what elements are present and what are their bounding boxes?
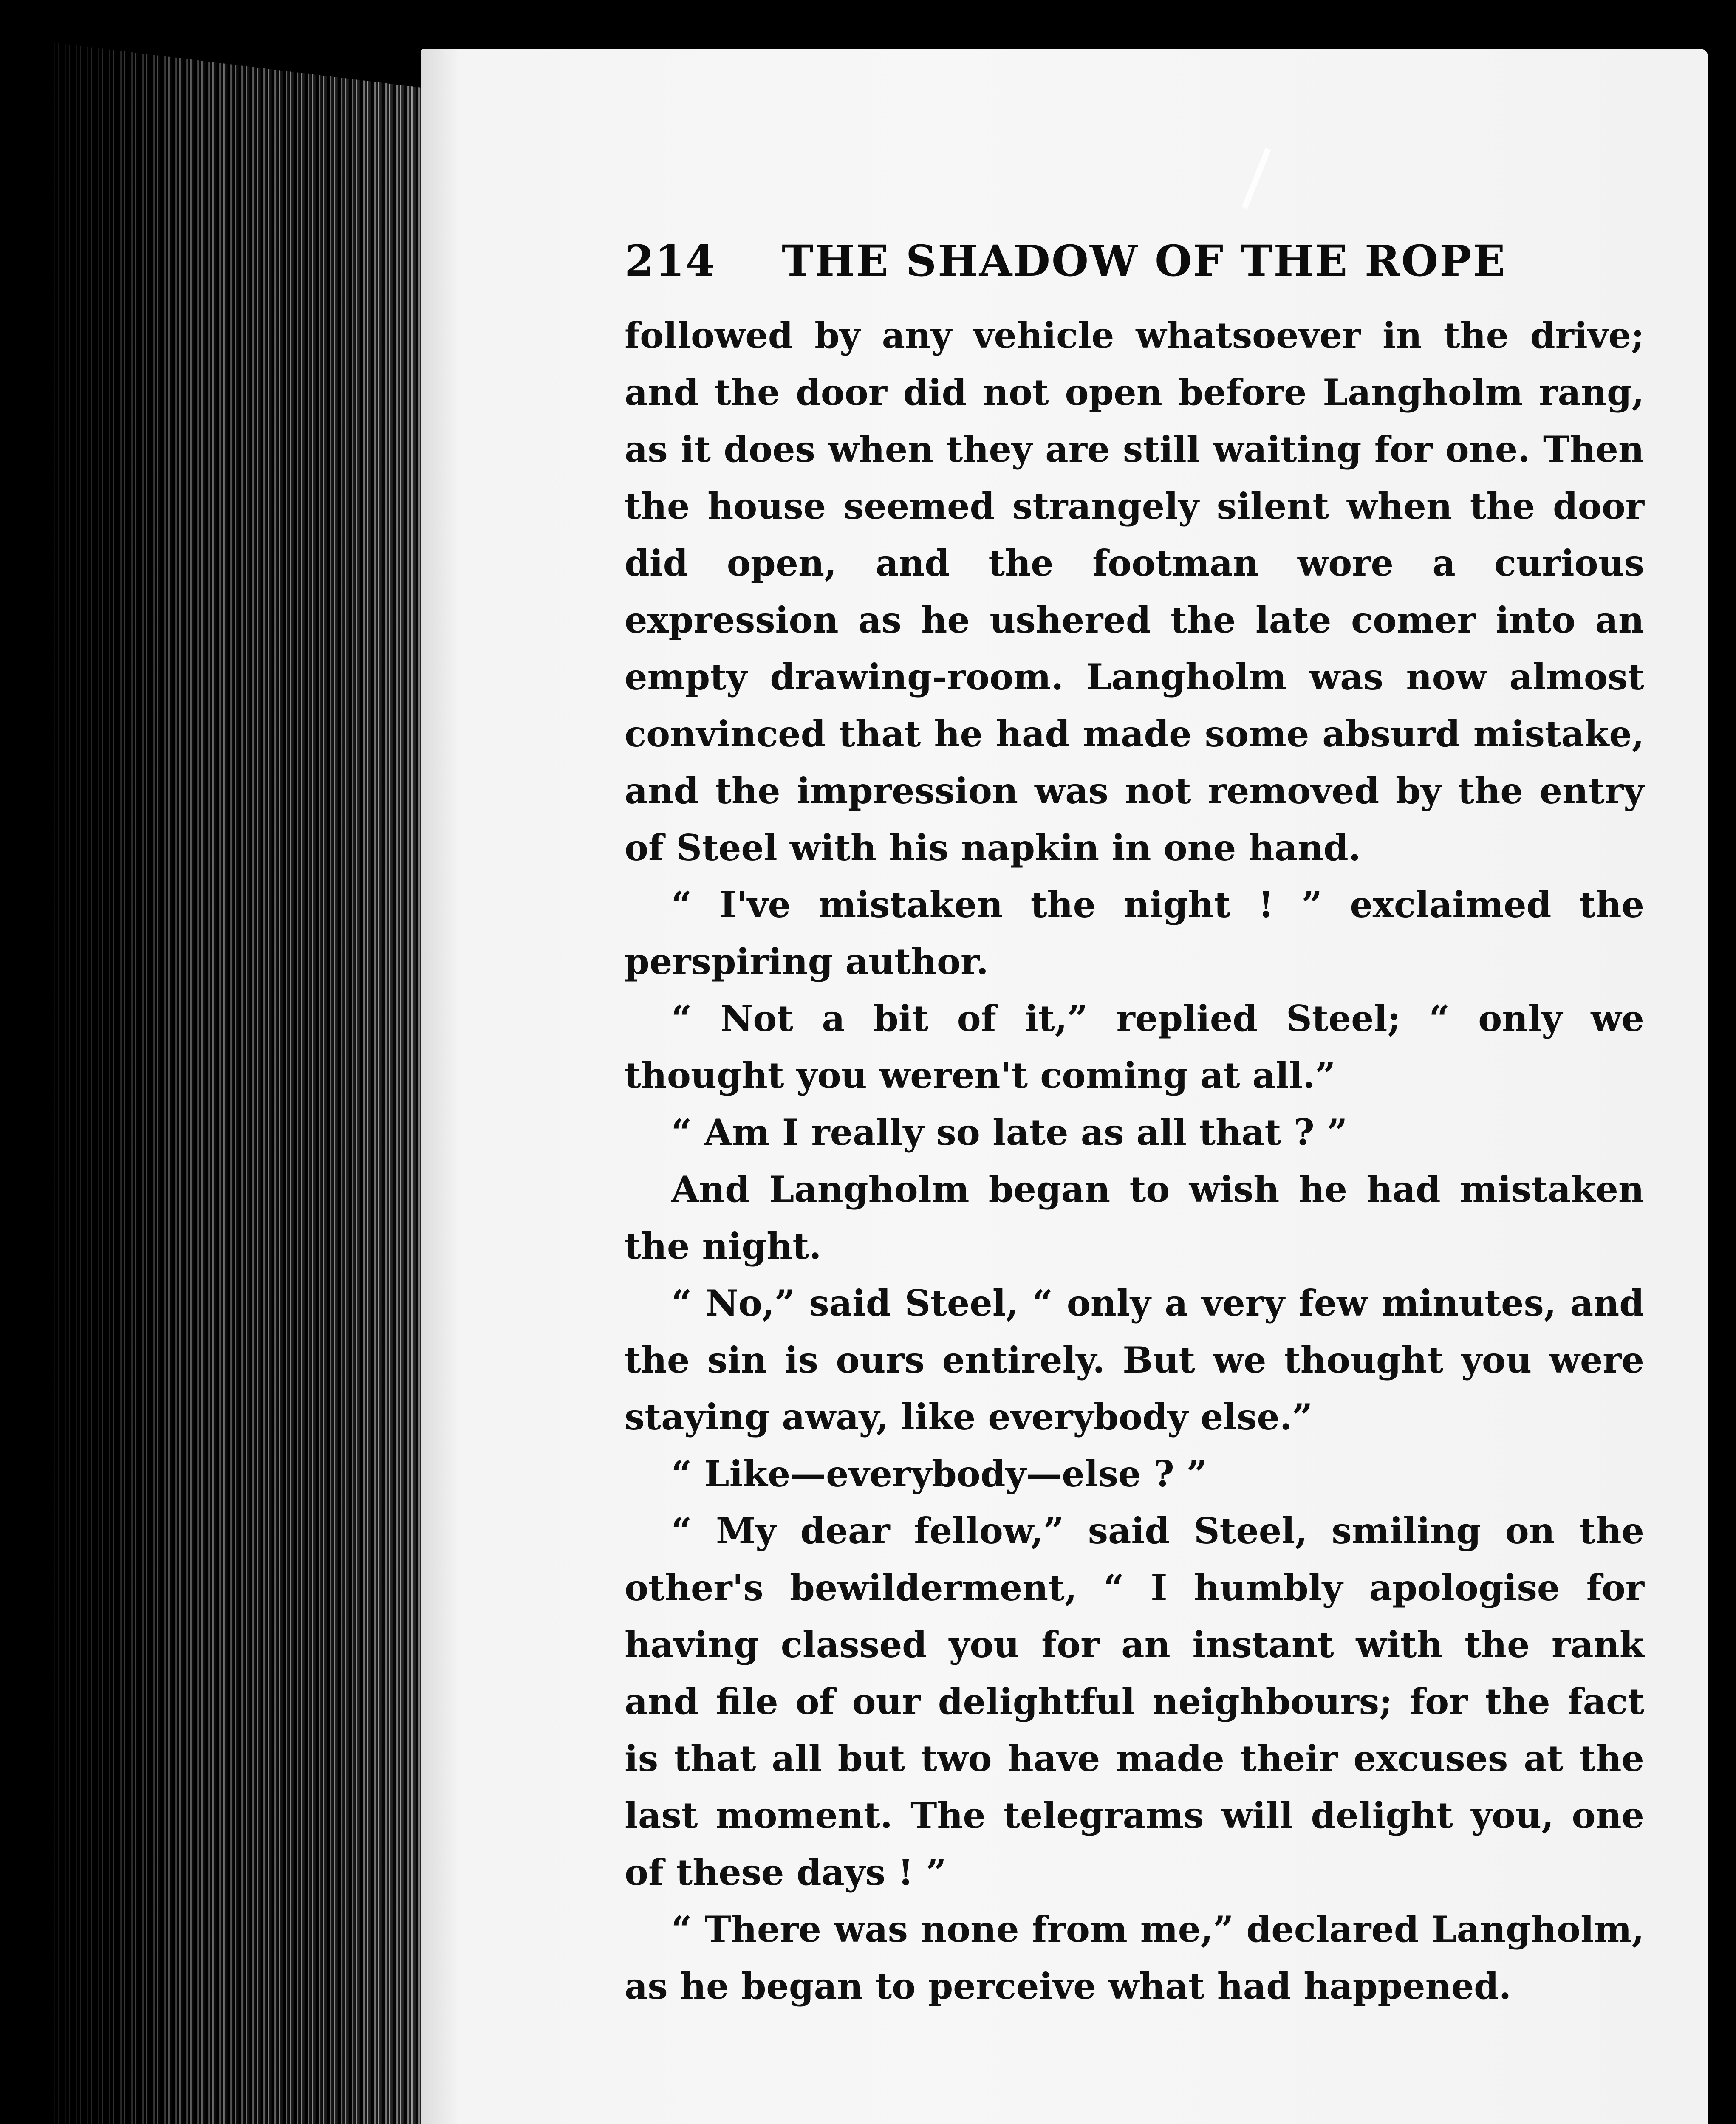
paragraph: “ There was none from me,” declared Langholm, as he began to perceive what had happened.	[625, 1908, 1644, 2007]
book-title: THE SHADOW OF THE ROPE	[782, 236, 1507, 286]
paragraph: “ Not a bit of it,” replied Steel; “ only we thought you weren't coming at all.”	[625, 997, 1644, 1096]
paragraph: “ My dear fellow,” said Steel, smiling on the other's bewilderment, “ I humbly apologise for having classed you for an instant with the rank and file of our delightful neighbours; for the fact is that all but two have made their excuses at the last moment. The telegrams will delight you, one of these days ! ”	[625, 1510, 1644, 1893]
paragraph: “ No,” said Steel, “ only a very few minutes, and the sin is ours entirely. But we thought you were staying away, like everybody else.”	[625, 1282, 1644, 1438]
body-text	[625, 307, 1644, 2015]
paragraph: And Langholm began to wish he had mistaken the night.	[625, 1168, 1644, 1267]
paragraph: “ I've mistaken the night ! ” exclaimed the perspiring author.	[625, 884, 1644, 983]
running-head	[625, 236, 1644, 286]
page-content	[625, 236, 1644, 2015]
paragraph: “ Am I really so late as all that ? ”	[671, 1111, 1348, 1153]
page-number: 214	[625, 236, 716, 286]
paragraph: followed by any vehicle whatsoever in the drive; and the door did not open before Langholm rang, as it does when they are still waiting for one. Then the house seemed strangely silent when the door did open, and the footman wore a curious expression as he ushered the late comer into an empty drawing-room. Langholm was now almost convinced that he had made some absurd mistake, and the impression was not removed by the entry of Steel with his napkin in one hand.	[625, 314, 1644, 869]
paragraph: “ Like—everybody—else ? ”	[671, 1453, 1207, 1495]
page-edges	[51, 42, 425, 2124]
scan-mark	[1241, 148, 1271, 209]
book-page	[421, 49, 1708, 2124]
